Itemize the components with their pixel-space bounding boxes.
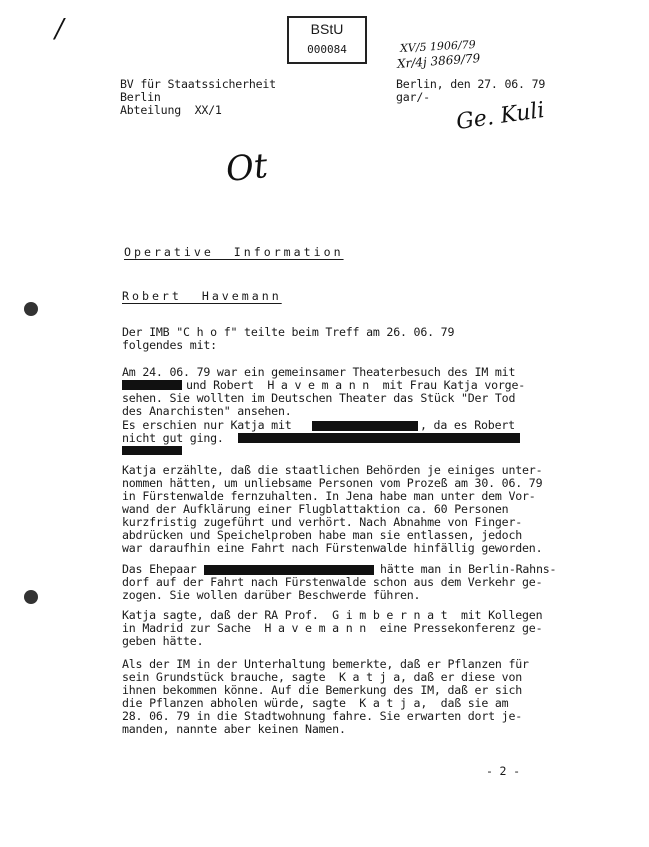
para5-line-2: in Madrid zur Sache H a v e m a n n eine Pressekonferenz ge-: [122, 621, 543, 635]
para4-line-1b: hätte man in Berlin-Rahns-: [380, 562, 557, 576]
redaction-bar: [312, 421, 418, 431]
para3-line-7: war daraufhin eine Fahrt nach Fürstenwalde hinfällig geworden.: [122, 541, 543, 555]
para3-line-6: abdrücken und Speichelproben habe man sie entlassen, jedoch: [122, 528, 523, 542]
para4-line-1a: Das Ehepaar: [122, 562, 197, 576]
para2-line-1a: Es erschien nur Katja mit: [122, 418, 292, 432]
para3-line-2: nommen hätten, um unliebsame Personen vom Prozeß am 30. 06. 79: [122, 476, 543, 490]
para3-line-3: in Fürstenwalde fernzuhalten. In Jena habe man unter dem Vor-: [122, 489, 536, 503]
para1-line-2: und Robert H a v e m a n n mit Frau Katja vorge-: [186, 378, 526, 392]
para4-line-3: zogen. Sie wollen darüber Beschwerde führen.: [122, 588, 421, 602]
document-title: Operative Information: [124, 245, 344, 259]
sender-line-2: Berlin: [120, 90, 161, 104]
handwritten-margin-mark: Ot: [224, 145, 270, 191]
archive-reference-2: Xr/4j 3869/79: [396, 51, 481, 71]
para6-line-6: manden, nannte aber keinen Namen.: [122, 722, 346, 736]
intro-line-1: Der IMB "C h o f" teilte beim Treff am 26. 06. 79: [122, 325, 455, 339]
para6-line-3: ihnen bekommen könne. Auf die Bemerkung des IM, daß er sich: [122, 683, 523, 697]
para6-line-5: 28. 06. 79 in die Stadtwohnung fahre. Sie erwarten dort je-: [122, 709, 523, 723]
para4-line-2: dorf auf der Fahrt nach Fürstenwalde schon aus dem Verkehr ge-: [122, 575, 543, 589]
stamp-number: 000084: [307, 43, 347, 56]
para1-line-4: des Anarchisten" ansehen.: [122, 404, 292, 418]
para6-line-2: sein Grundstück brauche, sagte K a t j a, daß er diese von: [122, 670, 523, 684]
para2-line-1b: , da es Robert: [420, 418, 515, 432]
page-number: - 2 -: [486, 764, 520, 778]
stamp-label: BStU: [310, 21, 344, 37]
para3-line-1: Katja erzählte, daß die staatlichen Behörden je einiges unter-: [122, 463, 543, 477]
para5-line-1: Katja sagte, daß der RA Prof. G i m b e r n a t mit Kollegen: [122, 608, 543, 622]
para3-line-4: wand der Aufklärung einer Flugblattaktion ca. 60 Personen: [122, 502, 509, 516]
punch-hole-top: [24, 302, 38, 316]
para3-line-5: kurzfristig zugeführt und verhört. Nach Abnahme von Finger-: [122, 515, 523, 529]
handwritten-slash: /: [55, 14, 64, 44]
bstu-stamp: [287, 16, 367, 64]
reference-code: gar/-: [396, 90, 430, 104]
para2-line-2: nicht gut ging.: [122, 431, 224, 445]
intro-line-2: folgendes mit:: [122, 338, 217, 352]
punch-hole-bottom: [24, 590, 38, 604]
redaction-bar: [204, 565, 374, 575]
redaction-bar: [238, 433, 520, 443]
sender-line-1: BV für Staatssicherheit: [120, 77, 276, 91]
place-date: Berlin, den 27. 06. 79: [396, 77, 546, 91]
redaction-bar: [122, 380, 182, 390]
para1-line-1: Am 24. 06. 79 war ein gemeinsamer Theaterbesuch des IM mit: [122, 365, 516, 379]
para6-line-1: Als der IM in der Unterhaltung bemerkte, daß er Pflanzen für: [122, 657, 529, 671]
subject-line: Robert Havemann: [122, 289, 282, 303]
redaction-bar: [122, 446, 182, 455]
para5-line-3: geben hätte.: [122, 634, 204, 648]
sender-line-3: Abteilung XX/1: [120, 103, 222, 117]
para6-line-4: die Pflanzen abholen würde, sagte K a t j a, daß sie am: [122, 696, 509, 710]
archive-reference-1: XV/5 1906/79: [399, 38, 476, 55]
handwritten-signature: Ge. Kuli: [454, 97, 547, 136]
para1-line-3: sehen. Sie wollten im Deutschen Theater das Stück "Der Tod: [122, 391, 516, 405]
